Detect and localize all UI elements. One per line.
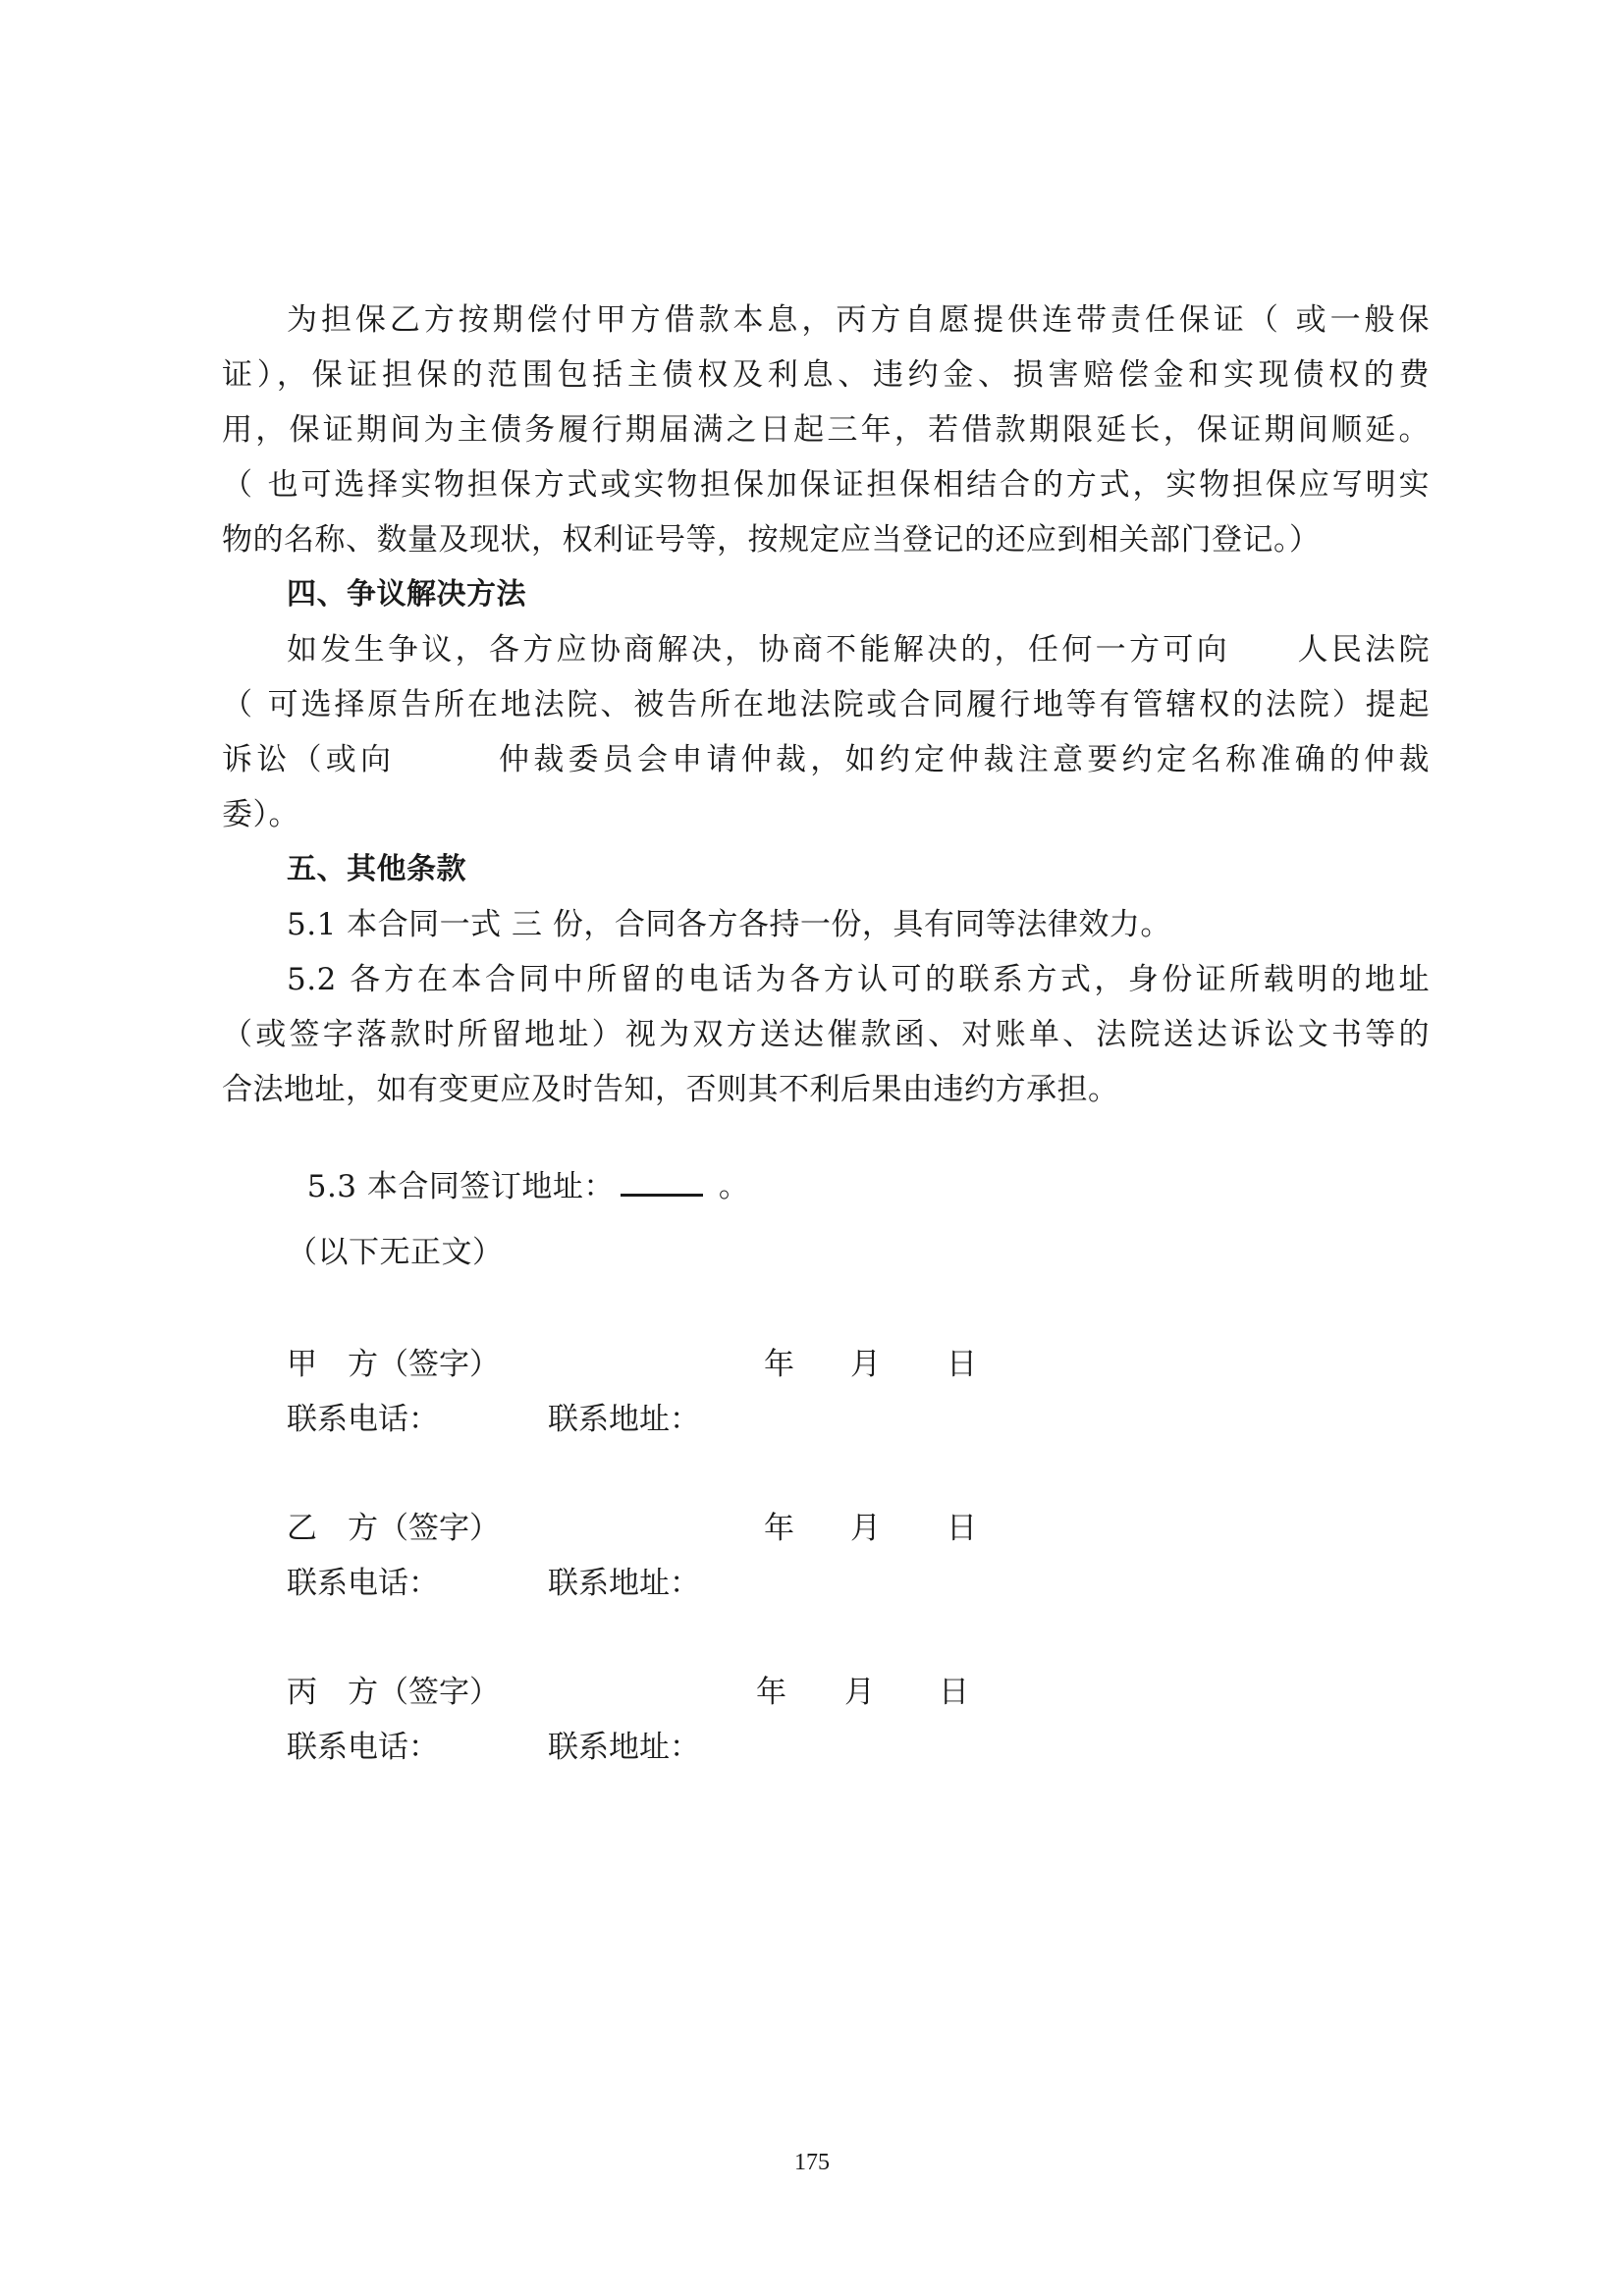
end-note: （以下无正文）: [287, 1235, 504, 1270]
party-a-signature: 甲 方（签字）: [287, 1347, 500, 1382]
section-4-line-1: 如发生争议，各方应协商解决，协商不能解决的，任何一方可向 人民法院: [287, 632, 1430, 667]
guarantee-line-1: 为担保乙方按期偿付甲方借款本息，丙方自愿提供连带责任保证（ 或一般保: [287, 302, 1430, 338]
section-4-line-4: 委）。: [222, 797, 299, 832]
clause-5-2-line-2: （或签字落款时所留地址）视为双方送达催款函、对账单、法院送达诉讼文书等的: [222, 1017, 1430, 1052]
clause-5-2-line-3: 合法地址，如有变更应及时告知，否则其不利后果由违约方承担。: [222, 1072, 1119, 1107]
party-c-month: 月: [844, 1675, 875, 1710]
party-b-phone-label: 联系电话：: [287, 1566, 439, 1601]
party-a-day: 日: [947, 1347, 977, 1382]
guarantee-line-2: 证），保证担保的范围包括主债权及利息、违约金、损害赔偿金和实现债权的费: [222, 357, 1430, 393]
party-b-signature: 乙 方（签字）: [287, 1511, 500, 1546]
clause-5-2-line-1: 5.2 各方在本合同中所留的电话为各方认可的联系方式，身份证所载明的地址: [287, 962, 1430, 997]
section-4-line-2: （ 可选择原告所在地法院、被告所在地法院或合同履行地等有管辖权的法院）提起: [222, 687, 1430, 722]
section-5-heading: 五、其他条款: [287, 852, 466, 886]
guarantee-line-3: 用，保证期间为主债务履行期届满之日起三年，若借款期限延长，保证期间顺延。: [222, 412, 1430, 448]
guarantee-line-4: （ 也可选择实物担保方式或实物担保加保证担保相结合的方式，实物担保应写明实: [222, 467, 1430, 503]
party-a-year: 年: [764, 1347, 794, 1382]
party-c-day: 日: [939, 1675, 969, 1710]
page-number: 175: [794, 2150, 830, 2175]
clause-5-1: 5.1 本合同一式 三 份，合同各方各持一份，具有同等法律效力。: [287, 907, 1171, 942]
party-b-year: 年: [764, 1511, 794, 1546]
party-b-day: 日: [947, 1511, 977, 1546]
clause-5-3-end: 。: [718, 1169, 750, 1204]
clause-5-3: [287, 1125, 749, 1206]
party-a-phone-label: 联系电话：: [287, 1402, 439, 1437]
party-c-address-label: 联系地址：: [548, 1730, 700, 1765]
party-c-phone-label: 联系电话：: [287, 1730, 439, 1765]
party-c-signature: 丙 方（签字）: [287, 1675, 500, 1710]
signing-address-blank: [621, 1164, 703, 1197]
party-b-address-label: 联系地址：: [548, 1566, 700, 1601]
clause-5-3-label: 5.3 本合同签订地址：: [306, 1169, 615, 1204]
party-a-month: 月: [850, 1347, 881, 1382]
party-c-year: 年: [756, 1675, 786, 1710]
section-4-heading: 四、争议解决方法: [287, 577, 526, 612]
guarantee-line-5: 物的名称、数量及现状，权利证号等，按规定应当登记的还应到相关部门登记。）: [222, 522, 1321, 558]
party-b-month: 月: [850, 1511, 881, 1546]
party-a-address-label: 联系地址：: [548, 1402, 700, 1437]
section-4-line-3: 诉讼（或向 仲裁委员会申请仲裁，如约定仲裁注意要约定名称准确的仲裁: [222, 742, 1430, 777]
